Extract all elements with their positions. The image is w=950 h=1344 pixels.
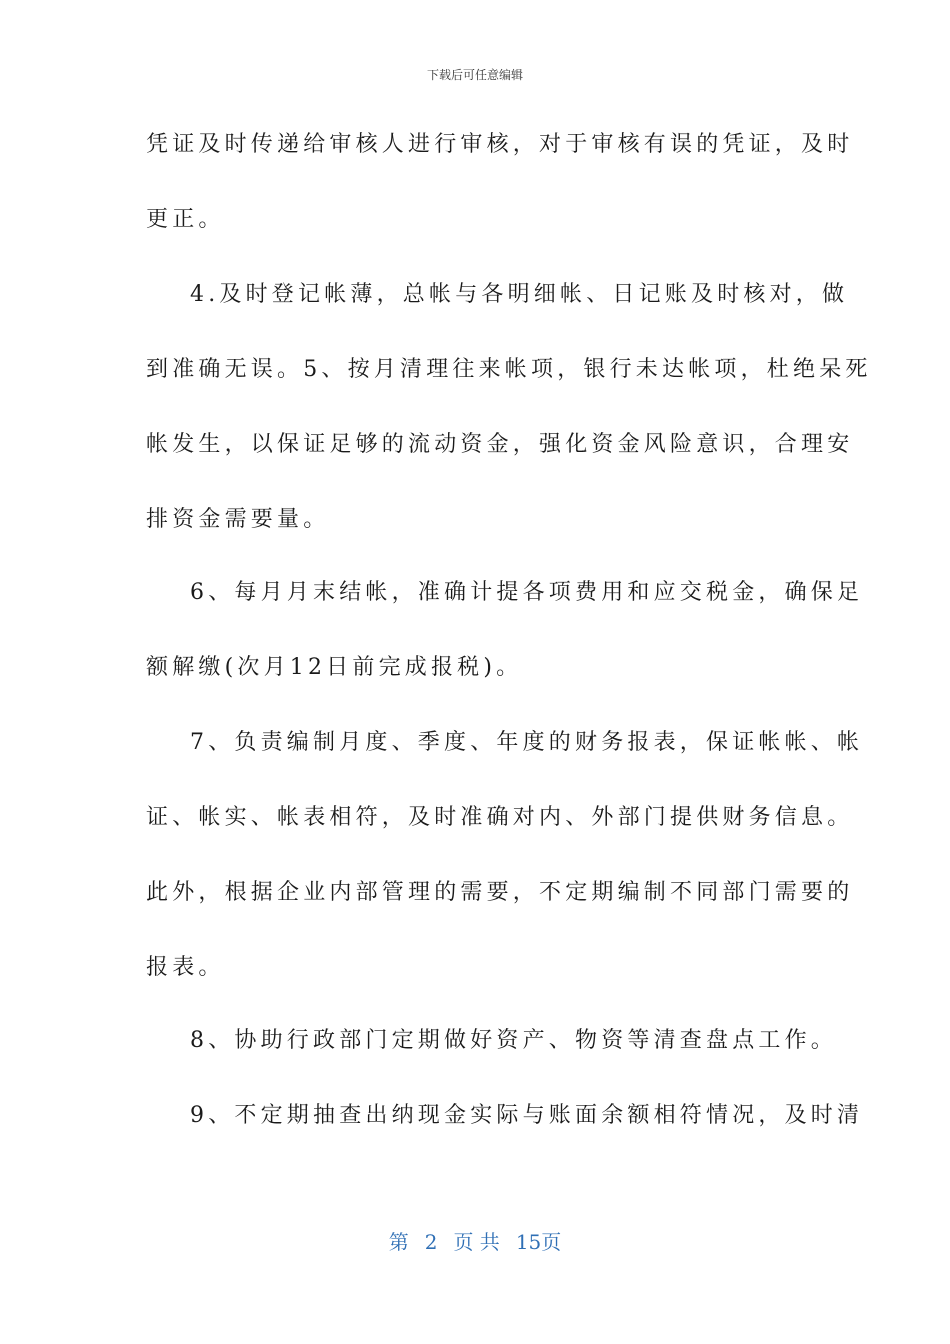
body-line-7: 6、每月月末结帐，准确计提各项费用和应交税金，确保足 bbox=[190, 580, 864, 605]
body-line-4: 到准确无误。5、按月清理往来帐项，银行未达帐项，杜绝呆死 bbox=[146, 357, 872, 382]
body-line-13: 8、协助行政部门定期做好资产、物资等清查盘点工作。 bbox=[190, 1028, 837, 1053]
body-line-11: 此外，根据企业内部管理的需要，不定期编制不同部门需要的 bbox=[146, 880, 854, 905]
body-line-9: 7、负责编制月度、季度、年度的财务报表，保证帐帐、帐 bbox=[190, 730, 864, 755]
body-line-5: 帐发生，以保证足够的流动资金，强化资金风险意识，合理安 bbox=[146, 432, 854, 457]
footer-total-pages: 15页 bbox=[515, 1230, 562, 1254]
page-footer bbox=[0, 1226, 950, 1255]
body-line-6: 排资金需要量。 bbox=[146, 507, 330, 532]
body-line-1: 凭证及时传递给审核人进行审核，对于审核有误的凭证，及时 bbox=[146, 132, 854, 157]
body-line-8: 额解缴(次月12日前完成报税)。 bbox=[146, 655, 523, 680]
body-line-3: 4.及时登记帐薄，总帐与各明细帐、日记账及时核对，做 bbox=[190, 282, 849, 307]
body-line-10: 证、帐实、帐表相符，及时准确对内、外部门提供财务信息。 bbox=[146, 805, 854, 830]
body-line-12: 报表。 bbox=[146, 955, 225, 980]
body-line-14: 9、不定期抽查出纳现金实际与账面余额相符情况，及时清 bbox=[190, 1103, 864, 1128]
body-line-2: 更正。 bbox=[146, 207, 225, 232]
header-note: 下载后可任意编辑 bbox=[426, 68, 523, 82]
footer-prefix: 第 bbox=[388, 1230, 409, 1254]
footer-current-page: 2 bbox=[424, 1230, 438, 1254]
footer-middle: 页 共 bbox=[453, 1230, 500, 1254]
